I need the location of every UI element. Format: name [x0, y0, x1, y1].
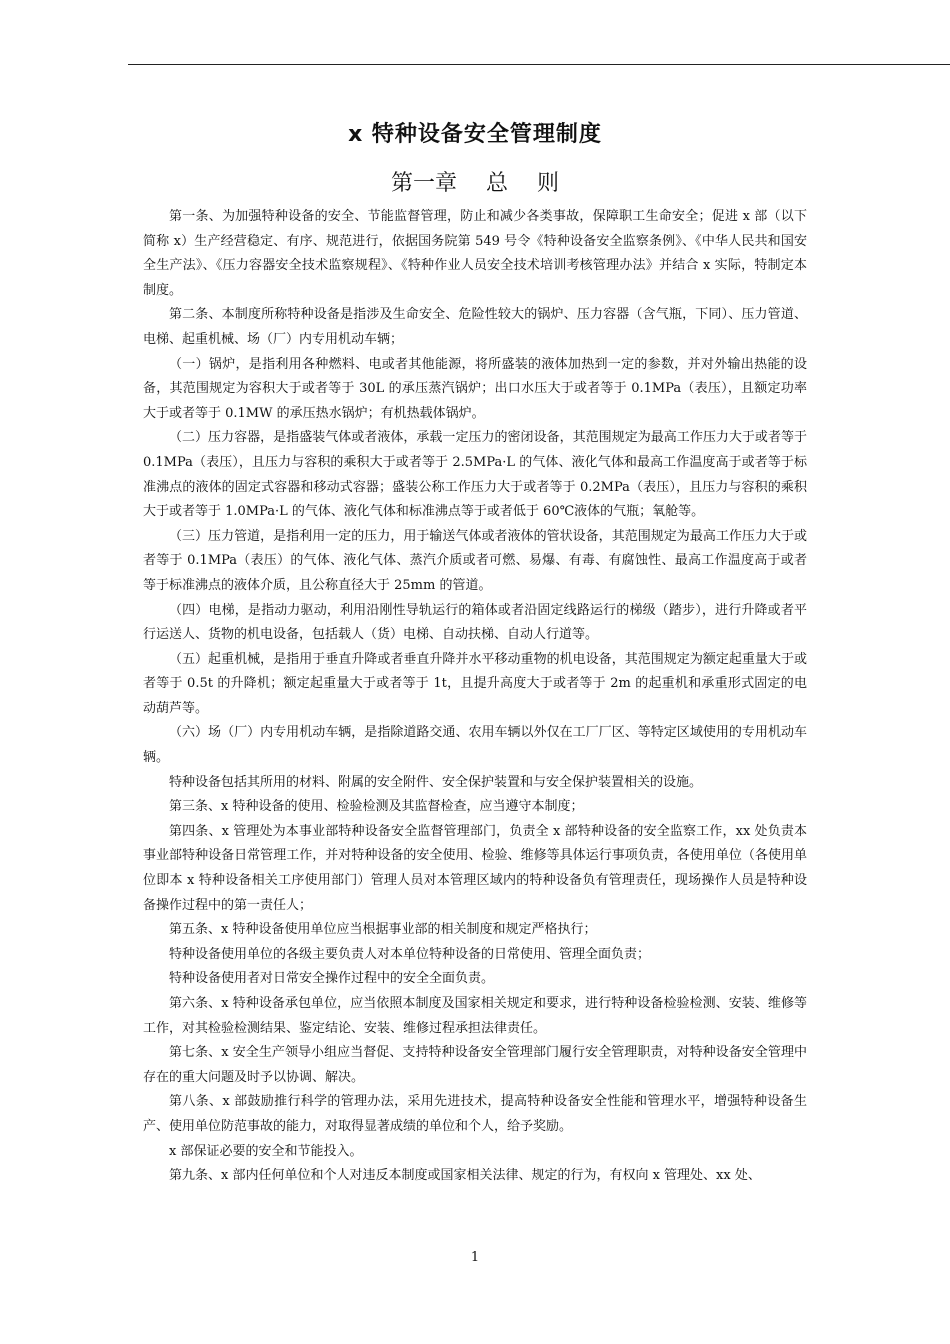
- paragraph: 第八条、x 部鼓励推行科学的管理办法，采用先进技术，提高特种设备安全性能和管理水平，增强特种设备生产、使用单位防范事故的能力，对取得显著成绩的单位和个人，给予奖励。: [143, 1094, 807, 1134]
- paragraph: （五）起重机械，是指用于垂直升降或者垂直升降并水平移动重物的机电设备，其范围规定为额定起重量大于或者等于 0.5t 的升降机；额定起重量大于或者等于 1t，且提升高度大于或者等于 2m 的起重机和承重形式固定的电动葫芦等。: [143, 651, 807, 716]
- paragraph: 第四条、x 管理处为本事业部特种设备安全监督管理部门，负责全 x 部特种设备的安全监察工作，xx 处负责本事业部特种设备日常管理工作，并对特种设备的安全使用、检验、维修等具体运行事项负责，各使用单位（各使用单位即本 x 特种设备相关工序使用部门）管理人员对本管理区域内的特种设备负有管理责任，现场操作人员是特种设备操作过程中的第一责任人；: [143, 823, 807, 913]
- paragraph: x 部保证必要的安全和节能投入。: [169, 1143, 363, 1159]
- paragraph: 第一条、为加强特种设备的安全、节能监督管理，防止和减少各类事故，保障职工生命安全；促进 x 部（以下简称 x）生产经营稳定、有序、规范进行，依据国务院第 549 号令《特种设备安全监察条例》、《中华人民共和国安全生产法》、《压力容器安全技术监察规程》、《特种作业人员安全技术培训考核管理办法》并结合 x 实际，特制定本制度。: [143, 209, 807, 298]
- paragraph: 特种设备使用单位的各级主要负责人对本单位特种设备的日常使用、管理全面负责；: [169, 946, 651, 962]
- paragraph: 第五条、x 特种设备使用单位应当根据事业部的相关制度和规定严格执行；: [169, 922, 597, 938]
- paragraph: （二）压力容器，是指盛装气体或者液体，承载一定压力的密闭设备，其范围规定为最高工作压力大于或者等于 0.1MPa（表压），且压力与容积的乘积大于或者等于 2.5MPa·L 的气体、液化气体和最高工作温度高于或者等于标准沸点的液体的固定式容器和移动式容器；盛装公称工作压力大于或者等于 0.2MPa（表压），且压力与容积的乘积大于或者等于 1.0MPa·L 的气体、液化气体和标准沸点等于或者低于 60℃液体的气瓶；氧舱等。: [143, 430, 807, 520]
- paragraph: （六）场（厂）内专用机动车辆，是指除道路交通、农用车辆以外仅在工厂厂区、等特定区域使用的专用机动车辆。: [143, 725, 807, 766]
- paragraph: （一）锅炉，是指利用各种燃料、电或者其他能源，将所盛装的液体加热到一定的参数，并对外输出热能的设备，其范围规定为容积大于或者等于 30L 的承压蒸汽锅炉；出口水压大于或者等于 0.1MPa（表压），且额定功率大于或者等于 0.1MW 的承压热水锅炉；有机热载体锅炉。: [143, 356, 807, 421]
- document-title: x 特种设备安全管理制度: [348, 122, 602, 147]
- paragraph: 第七条、x 安全生产领导小组应当督促、支持特种设备安全管理部门履行安全管理职责，对特种设备安全管理中存在的重大问题及时予以协调、解决。: [143, 1045, 807, 1085]
- paragraph: 第九条、x 部内任何单位和个人对违反本制度或国家相关法律、规定的行为，有权向 x 管理处、xx 处、: [169, 1168, 761, 1184]
- paragraph: 特种设备使用者对日常安全操作过程中的安全全面负责。: [169, 971, 495, 987]
- header-rule: [128, 64, 950, 65]
- paragraph: 第六条、x 特种设备承包单位，应当依照本制度及国家相关规定和要求，进行特种设备检验检测、安装、维修等工作，对其检验检测结果、鉴定结论、安装、维修过程承担法律责任。: [143, 996, 807, 1036]
- chapter-heading: 第一章 总 则: [391, 171, 559, 196]
- paragraph: 第二条、本制度所称特种设备是指涉及生命安全、危险性较大的锅炉、压力容器（含气瓶，下同）、压力管道、电梯、起重机械、场（厂）内专用机动车辆；: [143, 307, 807, 347]
- paragraph: （四）电梯，是指动力驱动，利用沿刚性导轨运行的箱体或者沿固定线路运行的梯级（踏步），进行升降或者平行运送人、货物的机电设备，包括载人（货）电梯、自动扶梯、自动人行道等。: [143, 602, 807, 643]
- paragraph: 特种设备包括其所用的材料、附属的安全附件、安全保护装置和与安全保护装置相关的设施。: [169, 774, 703, 790]
- page-number: 1: [470, 1250, 480, 1265]
- document-body: [143, 205, 807, 1189]
- paragraph: 第三条、x 特种设备的使用、检验检测及其监督检查，应当遵守本制度；: [169, 799, 584, 815]
- paragraph: （三）压力管道，是指利用一定的压力，用于输送气体或者液体的管状设备，其范围规定为最高工作压力大于或者等于 0.1MPa（表压）的气体、液化气体、蒸汽介质或者可燃、易爆、有毒、有腐蚀性、最高工作温度高于或者等于标准沸点的液体介质，且公称直径大于 25mm 的管道。: [143, 528, 807, 593]
